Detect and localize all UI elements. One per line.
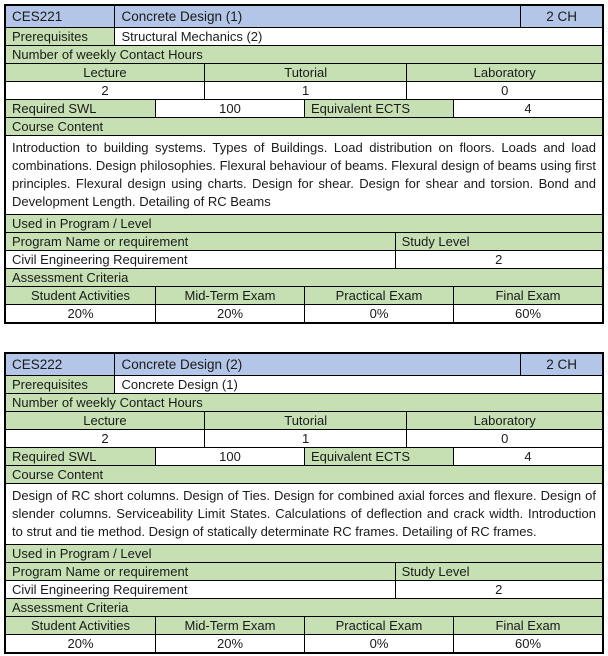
practical-exam-weight: 0% [304,305,453,322]
contact-hours-title-row [6,393,602,411]
study-level-value: 2 [395,251,602,268]
prerequisites-label: Prerequisites [6,376,114,393]
lecture-header: Lecture [6,412,204,429]
lecture-hours: 2 [6,430,204,447]
student-activities-header: Student Activities [6,617,155,634]
used-in-program-row [6,544,602,562]
course-content-label: Course Content [6,118,602,135]
tutorial-header: Tutorial [204,412,407,429]
course-header-row [6,354,602,375]
laboratory-hours: 0 [406,430,602,447]
assessment-header-row [6,286,602,304]
study-level-header: Study Level [395,563,602,580]
course-content-title-row [6,117,602,135]
lecture-hours: 2 [6,82,204,99]
practical-exam-header: Practical Exam [304,287,453,304]
equivalent-ects-value: 4 [453,448,602,465]
prerequisites-label: Prerequisites [6,28,114,45]
used-in-program-row [6,214,602,232]
study-level-header: Study Level [395,233,602,250]
lecture-header: Lecture [6,64,204,81]
course-header-row [6,6,602,27]
prerequisites-row [6,375,602,393]
swl-ects-row [6,99,602,117]
assessment-title-row [6,268,602,286]
program-name-value: Civil Engineering Requirement [6,251,395,268]
final-exam-header: Final Exam [453,617,602,634]
assessment-header-row [6,616,602,634]
course-code: CES222 [6,354,114,375]
course-content-title-row [6,465,602,483]
course-code: CES221 [6,6,114,27]
contact-hours-label: Number of weekly Contact Hours [6,394,602,411]
program-value-row [6,250,602,268]
course-content-label: Course Content [6,466,602,483]
mid-term-exam-header: Mid-Term Exam [155,617,304,634]
course-title: Concrete Design (2) [114,354,520,375]
program-name-header: Program Name or requirement [6,233,395,250]
practical-exam-header: Practical Exam [304,617,453,634]
required-swl-value: 100 [155,100,304,117]
tutorial-header: Tutorial [204,64,407,81]
prerequisites-value: Concrete Design (1) [114,376,602,393]
required-swl-label: Required SWL [6,100,155,117]
program-header-row [6,232,602,250]
practical-exam-weight: 0% [304,635,453,652]
contact-hours-value-row [6,81,602,99]
tutorial-hours: 1 [204,430,407,447]
course-content-text: Design of RC short columns. Design of Ties. Design for combined axial forces and flexure. Design of slender columns. Serviceability Limit States. Calculations of deflection and crack width. Introduction to strut and tie method. Design of statically determinate RC frames. Detailing of RC frames. [6,484,602,544]
swl-ects-row [6,447,602,465]
program-name-value: Civil Engineering Requirement [6,581,395,598]
contact-hours-header-row [6,411,602,429]
mid-term-exam-header: Mid-Term Exam [155,287,304,304]
required-swl-label: Required SWL [6,448,155,465]
course-table-ces221 [4,4,604,324]
program-header-row [6,562,602,580]
used-in-program-label: Used in Program / Level [6,545,602,562]
program-value-row [6,580,602,598]
student-activities-weight: 20% [6,305,155,322]
assessment-value-row [6,634,602,652]
equivalent-ects-label: Equivalent ECTS [304,100,453,117]
assessment-criteria-label: Assessment Criteria [6,269,602,286]
final-exam-weight: 60% [453,635,602,652]
contact-hours-header-row [6,63,602,81]
equivalent-ects-label: Equivalent ECTS [304,448,453,465]
equivalent-ects-value: 4 [453,100,602,117]
study-level-value: 2 [395,581,602,598]
final-exam-header: Final Exam [453,287,602,304]
course-content-text: Introduction to building systems. Types of Buildings. Load distribution on floors. Loads and load combinations. Design philosophies. Flexural behaviour of beams. Flexural design of beams using first principles. Flexural design using charts. Design for shear. Design for shear and torsion. Bond and Development Length. Detailing of RC Beams [6,136,602,214]
mid-term-exam-weight: 20% [155,635,304,652]
final-exam-weight: 60% [453,305,602,322]
used-in-program-label: Used in Program / Level [6,215,602,232]
laboratory-header: Laboratory [406,412,602,429]
tutorial-hours: 1 [204,82,407,99]
course-table-ces222 [4,352,604,654]
assessment-criteria-label: Assessment Criteria [6,599,602,616]
mid-term-exam-weight: 20% [155,305,304,322]
course-title: Concrete Design (1) [114,6,520,27]
contact-hours-value-row [6,429,602,447]
course-credit-hours: 2 CH [520,6,602,27]
contact-hours-title-row [6,45,602,63]
required-swl-value: 100 [155,448,304,465]
program-name-header: Program Name or requirement [6,563,395,580]
prerequisites-row [6,27,602,45]
course-content-row [6,135,602,214]
laboratory-hours: 0 [406,82,602,99]
laboratory-header: Laboratory [406,64,602,81]
assessment-title-row [6,598,602,616]
contact-hours-label: Number of weekly Contact Hours [6,46,602,63]
assessment-value-row [6,304,602,322]
prerequisites-value: Structural Mechanics (2) [114,28,602,45]
student-activities-header: Student Activities [6,287,155,304]
course-credit-hours: 2 CH [520,354,602,375]
student-activities-weight: 20% [6,635,155,652]
course-content-row [6,483,602,544]
